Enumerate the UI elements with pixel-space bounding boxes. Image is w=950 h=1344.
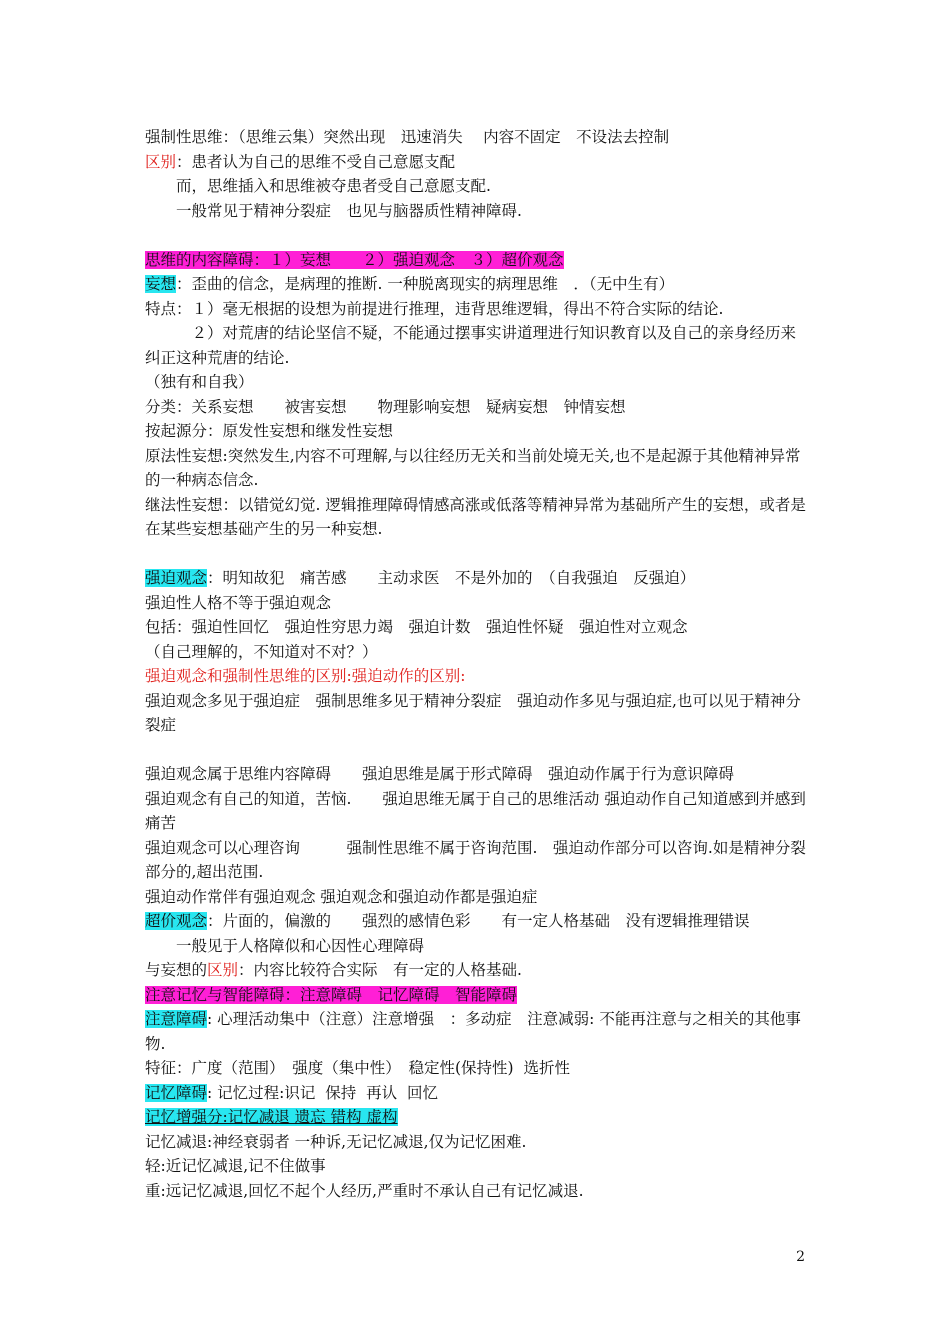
text-line: 超价观念：片面的，偏激的 强烈的感情色彩 有一定人格基础 没有逻辑推理错误	[145, 912, 750, 930]
text-line: 强迫动作常伴有强迫观念 强迫观念和强迫动作都是强迫症	[145, 887, 538, 906]
text-line: 记忆障碍: 记忆过程:识记 保持 再认 回忆	[145, 1083, 438, 1102]
red-subheading: 强迫观念和强制性思维的区别:强迫动作的区别:	[145, 667, 466, 685]
text-line: 而，思维插入和思维被夺患者受自己意愿支配.	[145, 177, 491, 195]
highlighted-memory-types: 记忆增强分:记忆减退 遗忘 错构 虚构	[145, 1108, 398, 1126]
highlighted-heading: 注意记忆与智能障碍：注意障碍 记忆障碍 智能障碍	[145, 985, 518, 1004]
section-heading	[145, 248, 810, 273]
text-paragraph: 强迫观念有自己的知道，苦恼. 强迫思维无属于自己的思维活动 强迫动作自己知道感到并感到痛苦	[145, 789, 806, 832]
text-line: 包括：强迫性回忆 强迫性穷思力竭 强迫计数 强迫性怀疑 强迫性对立观念	[145, 618, 688, 636]
term-attention-disorder: 注意障碍	[145, 1010, 208, 1028]
text-line: 强迫性人格不等于强迫观念	[145, 593, 332, 612]
text-line: 特点：１）毫无根据的设想为前提进行推理，违背思维逻辑，得出不符合实际的结论.	[145, 299, 724, 318]
blank-line	[145, 738, 810, 763]
text-line: 强迫观念属于思维内容障碍 强迫思维是属于形式障碍 强迫动作属于行为意识障碍	[145, 765, 735, 783]
text-paragraph: 注意障碍: 心理活动集中（注意）注意增强 ：多动症 注意减弱: 不能再注意与之相关的其他事物.	[145, 1010, 801, 1053]
term-delusion: 妄想	[145, 275, 177, 293]
text-line: 一般常见于精神分裂症 也见与脑器质性精神障碍.	[145, 201, 522, 220]
text-paragraph: 强迫观念可以心理咨询 强制性思维不属于咨询范围. 强迫动作部分可以咨询.如是精神分裂部分的,超出范围.	[145, 838, 806, 881]
section-heading	[145, 983, 810, 1008]
text-paragraph: 原法性妄想:突然发生,内容不可理解,与以往经历无关和当前处境无关,也不是起源于其他精神异常的一种病态信念.	[145, 446, 801, 489]
page-number: 2	[796, 1249, 805, 1265]
text-line: 分类：关系妄想 被害妄想 物理影响妄想 疑病妄想 钟情妄想	[145, 397, 626, 416]
blank-line	[145, 223, 810, 248]
blank-line	[145, 542, 810, 567]
text-line: （自己理解的，不知道对不对？）	[145, 642, 378, 661]
text-line: 特征：广度（范围） 强度（集中性） 稳定性(保持性) 选折性	[145, 1059, 570, 1077]
text-line: 重:远记忆减退,回忆不起个人经历,严重时不承认自己有记忆减退.	[145, 1181, 584, 1200]
text-line: 强迫观念：明知故犯 痛苦感 主动求医 不是外加的 （自我强迫 反强迫）	[145, 569, 696, 587]
text-line: （独有和自我）	[145, 373, 254, 391]
text-paragraph: ２）对荒唐的结论坚信不疑，不能通过摆事实讲道理进行知识教育以及自己的亲身经历来纠正这种荒唐的结论.	[145, 324, 797, 367]
text-line: 妄想：歪曲的信念，是病理的推断. 一种脱离现实的病理思维 ．（无中生有）	[145, 275, 675, 293]
difference-label: 区别	[145, 152, 177, 171]
text-line: 一般见于人格障似和心因性心理障碍	[145, 936, 425, 955]
text-paragraph: 强迫观念多见于强迫症 强制思维多见于精神分裂症 强迫动作多见与强迫症,也可以见于精神分裂症	[145, 691, 801, 734]
text-line: 强制性思维：（思维云集）突然出现 迅速消失 内容不固定 不设法去控制	[145, 128, 670, 146]
text-line: 记忆减退:神经衰弱者 一种诉,无记忆减退,仅为记忆困难.	[145, 1132, 527, 1151]
text-line	[145, 1105, 810, 1130]
highlighted-heading: 思维的内容障碍：１）妄想 ２）强迫观念 ３）超价观念	[145, 250, 564, 269]
difference-label: 区别	[207, 961, 239, 979]
text-line: 轻:近记忆减退,记不住做事	[145, 1157, 326, 1175]
term-overvalued-idea: 超价观念	[145, 912, 208, 930]
term-memory-disorder: 记忆障碍	[145, 1083, 208, 1102]
document-body	[145, 125, 810, 1203]
text-line: 按起源分：原发性妄想和继发性妄想	[145, 422, 394, 440]
text-line: 与妄想的区别：内容比较符合实际 有一定的人格基础.	[145, 961, 522, 979]
term-obsession: 强迫观念	[145, 569, 208, 587]
text-line: 区别：患者认为自己的思维不受自己意愿支配	[145, 152, 456, 171]
text-paragraph: 继法性妄想：以错觉幻觉. 逻辑推理障碍情感高涨或低落等精神异常为基础所产生的妄想，或者是在某些妄想基础产生的另一种妄想.	[145, 495, 806, 538]
